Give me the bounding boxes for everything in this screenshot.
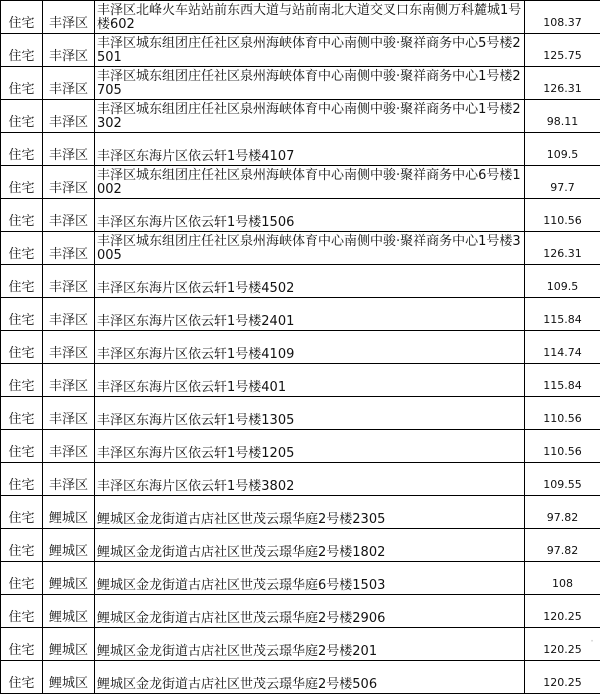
table-row: [1, 133, 600, 166]
cell-type: 住宅: [1, 1, 43, 34]
cell-district: 丰泽区: [43, 331, 95, 364]
cell-area: 108: [525, 562, 600, 595]
cell-type: 住宅: [1, 331, 43, 364]
cell-area: 110.56: [525, 397, 600, 430]
table-row: [1, 166, 600, 199]
table-row: [1, 232, 600, 265]
cell-address: 丰泽区城东组团庄任社区泉州海峡体育中心南侧中骏·聚祥商务中心1号楼3005: [95, 232, 525, 265]
cell-type: 住宅: [1, 67, 43, 100]
table-body: [1, 1, 600, 694]
cell-district: 丰泽区: [43, 265, 95, 298]
cell-type: 住宅: [1, 265, 43, 298]
cell-area: 109.5: [525, 265, 600, 298]
cell-area: 109.55: [525, 463, 600, 496]
cell-address: 鲤城区金龙街道古店社区世茂云璟华庭2号楼201: [95, 628, 525, 661]
table-row: [1, 265, 600, 298]
cell-address: 丰泽区北峰火车站站前东西大道与站前南北大道交叉口东南侧万科麓城1号楼602: [95, 1, 525, 34]
table-row: [1, 595, 600, 628]
cell-type: 住宅: [1, 529, 43, 562]
table-row: [1, 628, 600, 661]
cell-type: 住宅: [1, 133, 43, 166]
cell-district: 丰泽区: [43, 67, 95, 100]
cell-district: 丰泽区: [43, 166, 95, 199]
cell-address: 鲤城区金龙街道古店社区世茂云璟华庭6号楼1503: [95, 562, 525, 595]
cell-address: 丰泽区城东组团庄任社区泉州海峡体育中心南侧中骏·聚祥商务中心1号楼2302: [95, 100, 525, 133]
cell-area: 110.56: [525, 430, 600, 463]
cell-district: 鲤城区: [43, 628, 95, 661]
cell-area: 120.25: [525, 595, 600, 628]
table-row: [1, 496, 600, 529]
cell-address: 丰泽区东海片区依云轩1号楼1305: [95, 397, 525, 430]
cell-address: 鲤城区金龙街道古店社区世茂云璟华庭2号楼2305: [95, 496, 525, 529]
cell-type: 住宅: [1, 463, 43, 496]
cell-area: 115.84: [525, 364, 600, 397]
cell-type: 住宅: [1, 661, 43, 694]
cell-area: 126.31: [525, 232, 600, 265]
table-row: [1, 661, 600, 694]
table-row: [1, 100, 600, 133]
cell-district: 鲤城区: [43, 496, 95, 529]
cell-district: 鲤城区: [43, 529, 95, 562]
cell-type: 住宅: [1, 199, 43, 232]
cell-address: 丰泽区东海片区依云轩1号楼4502: [95, 265, 525, 298]
cell-address: 鲤城区金龙街道古店社区世茂云璟华庭2号楼1802: [95, 529, 525, 562]
table-row: [1, 430, 600, 463]
cell-type: 住宅: [1, 100, 43, 133]
cell-address: 鲤城区金龙街道古店社区世茂云璟华庭2号楼2906: [95, 595, 525, 628]
cell-type: 住宅: [1, 628, 43, 661]
cell-area: 115.84: [525, 298, 600, 331]
cell-type: 住宅: [1, 34, 43, 67]
table-row: [1, 331, 600, 364]
cell-area: 120.25: [525, 661, 600, 694]
cell-district: 丰泽区: [43, 463, 95, 496]
cell-area: 97.82: [525, 529, 600, 562]
cell-type: 住宅: [1, 166, 43, 199]
cell-type: 住宅: [1, 232, 43, 265]
table-row: [1, 562, 600, 595]
cell-address: 丰泽区东海片区依云轩1号楼4109: [95, 331, 525, 364]
cell-district: 丰泽区: [43, 397, 95, 430]
cell-address: 丰泽区东海片区依云轩1号楼2401: [95, 298, 525, 331]
table-row: [1, 34, 600, 67]
table-row: [1, 529, 600, 562]
cell-address: 丰泽区城东组团庄任社区泉州海峡体育中心南侧中骏·聚祥商务中心5号楼2501: [95, 34, 525, 67]
cell-district: 丰泽区: [43, 34, 95, 67]
cell-district: 丰泽区: [43, 100, 95, 133]
table-row: [1, 397, 600, 430]
table-row: [1, 364, 600, 397]
cell-area: 97.7: [525, 166, 600, 199]
cell-district: 丰泽区: [43, 364, 95, 397]
cell-type: 住宅: [1, 397, 43, 430]
cell-district: 丰泽区: [43, 1, 95, 34]
cell-type: 住宅: [1, 298, 43, 331]
cell-address: 丰泽区东海片区依云轩1号楼1506: [95, 199, 525, 232]
cell-address: 丰泽区东海片区依云轩1号楼4107: [95, 133, 525, 166]
cell-district: 鲤城区: [43, 661, 95, 694]
cell-address: 丰泽区城东组团庄任社区泉州海峡体育中心南侧中骏·聚祥商务中心1号楼2705: [95, 67, 525, 100]
cell-area: 114.74: [525, 331, 600, 364]
cell-district: 丰泽区: [43, 133, 95, 166]
cell-district: 鲤城区: [43, 562, 95, 595]
table-row: [1, 199, 600, 232]
cell-type: 住宅: [1, 430, 43, 463]
cell-address: 丰泽区东海片区依云轩1号楼401: [95, 364, 525, 397]
cell-type: 住宅: [1, 595, 43, 628]
cell-area: 109.5: [525, 133, 600, 166]
cell-district: 丰泽区: [43, 430, 95, 463]
cell-area: 97.82: [525, 496, 600, 529]
cell-district: 丰泽区: [43, 199, 95, 232]
cell-area: 98.11: [525, 100, 600, 133]
table-row: [1, 463, 600, 496]
cell-district: 鲤城区: [43, 595, 95, 628]
cell-type: 住宅: [1, 364, 43, 397]
cell-district: 丰泽区: [43, 232, 95, 265]
table-row: [1, 1, 600, 34]
cell-area: 120.25: [525, 628, 600, 661]
cell-area: 110.56: [525, 199, 600, 232]
watermark: ·: [590, 634, 594, 648]
cell-address: 丰泽区城东组团庄任社区泉州海峡体育中心南侧中骏·聚祥商务中心6号楼1002: [95, 166, 525, 199]
table-row: [1, 298, 600, 331]
cell-address: 鲤城区金龙街道古店社区世茂云璟华庭2号楼506: [95, 661, 525, 694]
cell-district: 丰泽区: [43, 298, 95, 331]
cell-address: 丰泽区东海片区依云轩1号楼1205: [95, 430, 525, 463]
cell-type: 住宅: [1, 496, 43, 529]
cell-area: 125.75: [525, 34, 600, 67]
cell-area: 108.37: [525, 1, 600, 34]
table-row: [1, 67, 600, 100]
cell-area: 126.31: [525, 67, 600, 100]
cell-type: 住宅: [1, 562, 43, 595]
cell-address: 丰泽区东海片区依云轩1号楼3802: [95, 463, 525, 496]
